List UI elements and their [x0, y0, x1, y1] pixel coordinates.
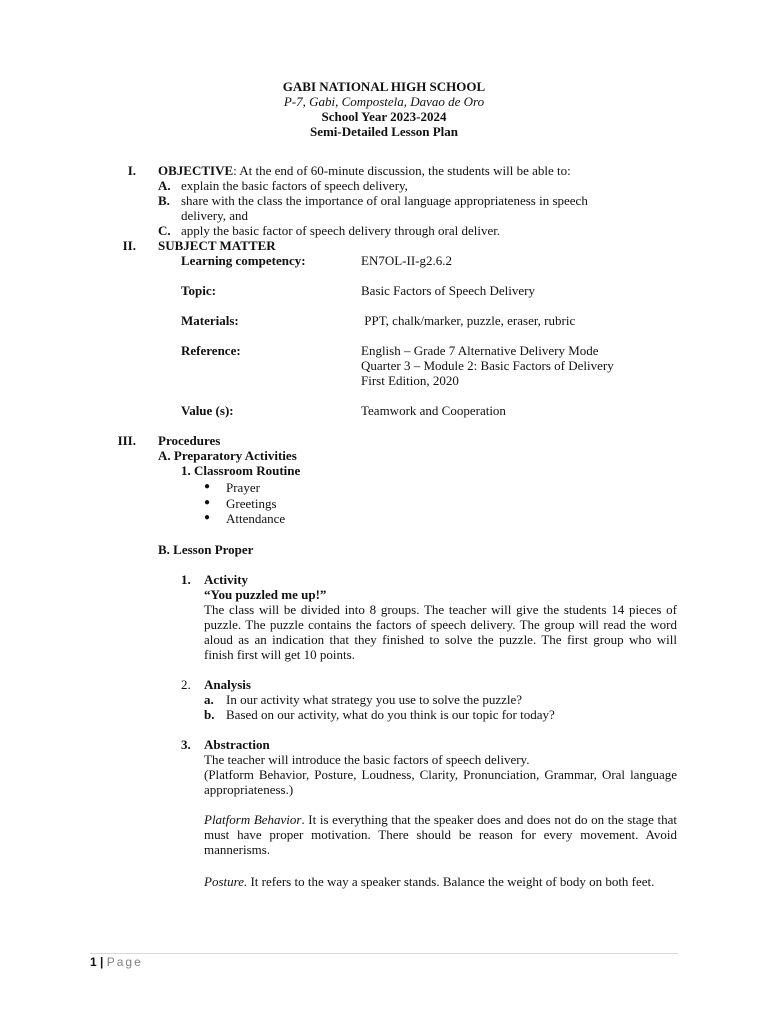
posture-text: It refers to the way a speaker stands. Balance the weight of body on both feet. [247, 874, 655, 889]
analysis-question-a: In our activity what strategy you use to solve the puzzle? [226, 692, 523, 707]
field-value-values: Teamwork and Cooperation [361, 403, 506, 418]
school-year: School Year 2023-2024 [321, 109, 447, 124]
field-label-values: Value (s): [181, 403, 234, 418]
bullet-icon: ● [204, 497, 211, 508]
analysis-question-b: Based on our activity, what do you think is our topic for today? [226, 707, 555, 722]
preparatory-heading: A. Preparatory Activities [158, 448, 297, 463]
routine-item-greetings: Greetings [226, 496, 277, 511]
footer-divider [90, 953, 678, 954]
bullet-icon: ● [204, 481, 211, 492]
field-label-materials: Materials: [181, 313, 239, 328]
objective-item-c: apply the basic factor of speech delivery through oral deliver. [181, 223, 501, 238]
section-numeral-subject: II. [122, 238, 136, 253]
field-value-reference-1: English – Grade 7 Alternative Delivery Mode [361, 343, 599, 358]
section-numeral-procedures: III. [117, 433, 136, 448]
objective-letter-c: C. [158, 223, 171, 238]
analysis-heading: Analysis [204, 677, 251, 692]
field-value-materials: PPT, chalk/marker, puzzle, eraser, rubric [361, 313, 576, 328]
field-value-reference-2: Quarter 3 – Module 2: Basic Factors of Delivery [361, 358, 614, 373]
objective-letter-a: A. [158, 178, 171, 193]
objective-item-b-cont: delivery, and [181, 208, 249, 223]
page-label: Page [106, 955, 143, 969]
posture-paragraph [204, 874, 677, 889]
field-value-reference-3: First Edition, 2020 [361, 373, 459, 388]
subject-matter-heading: SUBJECT MATTER [158, 238, 276, 253]
platform-behavior-term: Platform Behavior [204, 812, 302, 827]
lesson-proper-heading: B. Lesson Proper [158, 542, 254, 557]
abstraction-number: 3. [181, 737, 191, 752]
page-footer [90, 955, 143, 969]
activity-description: The class will be divided into 8 groups. The teacher will give the students 14 pieces of puzzle. The puzzle contains the factors of speech delivery. The group will read the word aloud as an indication that they finished to solve the puzzle. The first group who will finish first will get 10 points. [204, 602, 677, 662]
activity-title: “You puzzled me up!” [204, 587, 327, 602]
lesson-plan-type: Semi-Detailed Lesson Plan [309, 124, 459, 139]
analysis-number: 2. [181, 677, 191, 692]
platform-behavior-text: . It is everything that the speaker does and does not do on the stage that must have proper motivation. There should be reason for every movement. Avoid mannerisms. [204, 812, 677, 857]
school-address: P-7, Gabi, Compostela, Davao de Oro [283, 94, 485, 109]
procedures-heading: Procedures [158, 433, 221, 448]
field-label-competency: Learning competency: [181, 253, 306, 268]
analysis-letter-a: a. [204, 692, 214, 707]
objective-heading [158, 163, 571, 178]
objective-item-b: share with the class the importance of oral language appropriateness in speech [181, 193, 588, 208]
footer-separator: | [100, 955, 104, 969]
activity-heading: Activity [204, 572, 249, 587]
field-value-topic: Basic Factors of Speech Delivery [361, 283, 536, 298]
field-value-competency: EN7OL-II-g2.6.2 [361, 253, 452, 268]
objective-letter-b: B. [158, 193, 170, 208]
field-label-topic: Topic: [181, 283, 216, 298]
routine-item-prayer: Prayer [226, 480, 260, 495]
document-header [0, 79, 768, 139]
posture-term: Posture. [204, 874, 248, 889]
school-name: GABI NATIONAL HIGH SCHOOL [282, 79, 486, 94]
page-number: 1 [90, 955, 97, 969]
platform-behavior-paragraph [204, 812, 677, 857]
analysis-letter-b: b. [204, 707, 215, 722]
bullet-icon: ● [204, 512, 211, 523]
section-numeral-objective: I. [127, 163, 136, 178]
field-label-reference: Reference: [181, 343, 241, 358]
routine-item-attendance: Attendance [226, 511, 286, 526]
abstraction-factor-list: (Platform Behavior, Posture, Loudness, Clarity, Pronunciation, Grammar, Oral language appropriateness.) [204, 767, 677, 797]
activity-number: 1. [181, 572, 191, 587]
abstraction-heading: Abstraction [204, 737, 270, 752]
objective-item-a: explain the basic factors of speech delivery, [181, 178, 408, 193]
objective-label: OBJECTIVE [158, 163, 234, 178]
abstraction-intro: The teacher will introduce the basic factors of speech delivery. [204, 752, 530, 767]
objective-intro: : At the end of 60-minute discussion, the students will be able to: [233, 163, 571, 178]
routine-heading: 1. Classroom Routine [181, 463, 301, 478]
